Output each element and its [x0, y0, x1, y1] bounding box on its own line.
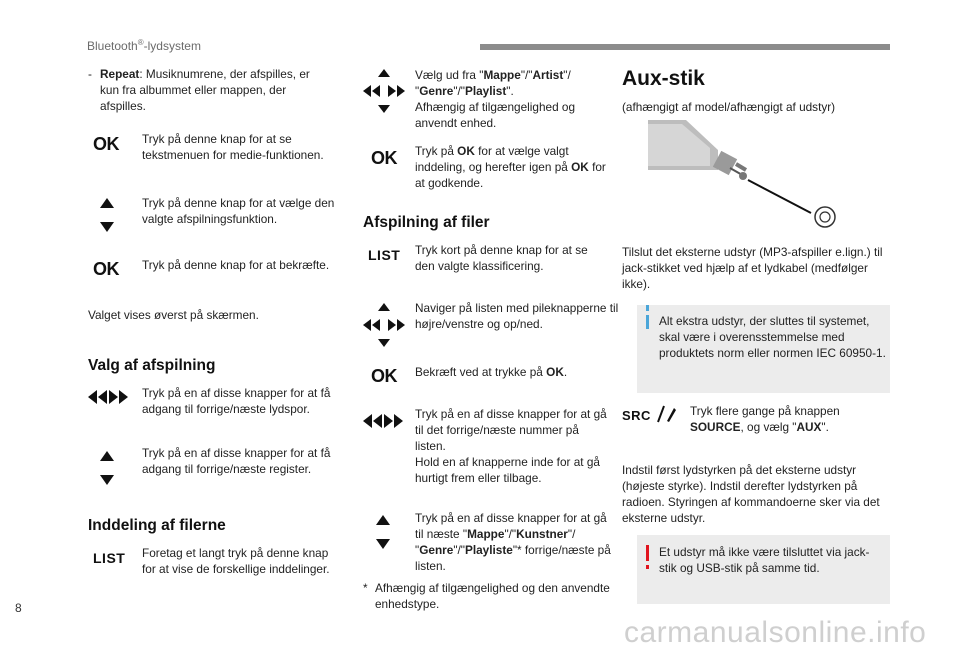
left-right-arrows-icon [88, 390, 128, 409]
watermark: carmanualsonline.info [624, 616, 927, 649]
ok2-text: Tryk på denne knap for at bekræfte. [142, 258, 330, 272]
heading-valg-af-afspilning: Valg af afspilning [88, 357, 216, 374]
lr2-text: Tryk på en af disse knapper for at gå til det forrige/næste nummer på listen. Hold en af knapperne inde for at gå hurtigt frem eller tilbage. [415, 407, 607, 485]
running-header: Bluetooth®-lydsystem [87, 38, 201, 53]
bekraeft-text: Bekræft ved at trykke på OK. [415, 365, 568, 379]
tilslut-text: Tilslut det eksterne udstyr (MP3-afspiller e.lign.) til jack-stikket ved hjælp af et lydkabel (medfølger ikke). [622, 245, 883, 291]
four-way-arrows-icon [363, 303, 405, 352]
up-down-arrows-icon [99, 451, 115, 490]
list2-text: Tryk kort på denne knap for at se den valgte klassificering. [415, 243, 588, 273]
four-way-arrows-icon [363, 69, 405, 118]
list-button-icon: LIST [93, 550, 126, 566]
info-dot [646, 305, 649, 311]
list-button-icon: LIST [368, 247, 401, 263]
header-bar [480, 44, 890, 50]
footnote: * Afhængig af tilgængelighed og den anvendte enhedstype. [363, 581, 610, 611]
list1-text: Foretag et langt tryk på denne knap for at vise de forskellige inddelinger. [142, 546, 330, 576]
ok-button-icon: OK [371, 366, 397, 386]
ud3-text: Tryk på en af disse knapper for at gå til næste "Mappe"/"Kunstner"/ "Genre"/"Playliste"* forrige/næste på listen. [415, 511, 611, 573]
heading-aux-stik: Aux-stik [622, 67, 705, 90]
repeat-item: - Repeat: Musiknumrene, der afspilles, er kun fra albummet eller mappen, der afspilles. [88, 67, 310, 113]
valget-text: Valget vises øverst på skærmen. [88, 308, 259, 322]
ok3-text: Tryk på OK for at vælge valgt inddeling, og herefter igen på OK for at godkende. [415, 144, 606, 190]
updown2-text: Tryk på en af disse knapper for at få adgang til forrige/næste register. [142, 446, 331, 476]
page-number: 8 [15, 601, 22, 615]
info-bar [646, 315, 649, 329]
warning-dot [646, 565, 649, 569]
updown1-text: Tryk på denne knap for at vælge den valgte afspilningsfunktion. [142, 196, 335, 226]
heading-inddeling-af-filerne: Inddeling af filerne [88, 517, 226, 534]
up-down-arrows-icon [99, 198, 115, 237]
info-note [637, 305, 890, 393]
ok-button-icon: OK [371, 148, 397, 168]
up-down-arrows-icon [375, 515, 391, 554]
src-text: Tryk flere gange på knappen SOURCE, og vælg "AUX". [690, 404, 840, 434]
warning-bar [646, 545, 649, 561]
indstil-text: Indstil først lydstyrken på det eksterne udstyr (højeste styrke). Indstil derefter lydstyrken på radioen. Styringen af kommandoerne sker via det eksterne udstyr. [622, 463, 880, 525]
heading-afspilning-af-filer: Afspilning af filer [363, 214, 490, 231]
vaelg-text: Vælg ud fra "Mappe"/"Artist"/ "Genre"/"Playlist". Afhængig af tilgængelighed og anvendt enhed. [415, 68, 576, 130]
src-phone-icon: SRC [622, 405, 677, 425]
ok-button-icon: OK [93, 134, 119, 154]
jack-plug-illustration [648, 120, 848, 235]
info-text: Alt ekstra udstyr, der sluttes til systemet, skal være i overensstemmelse med produktets norm eller normen IEC 60950-1. [659, 314, 886, 360]
left-right-arrows-icon [363, 414, 403, 433]
aux-subtitle: (afhængigt af model/afhængigt af udstyr) [622, 100, 836, 114]
ok1-text: Tryk på denne knap for at se tekstmenuen for medie-funktionen. [142, 132, 324, 162]
warning-text: Et udstyr må ikke være tilsluttet via jack-stik og USB-stik på samme tid. [659, 545, 870, 575]
leftright1-text: Tryk på en af disse knapper for at få adgang til forrige/næste lydspor. [142, 386, 331, 416]
warning-note [637, 535, 890, 604]
nav-text: Naviger på listen med pileknapperne til højre/venstre og op/ned. [415, 301, 619, 331]
ok-button-icon: OK [93, 259, 119, 279]
